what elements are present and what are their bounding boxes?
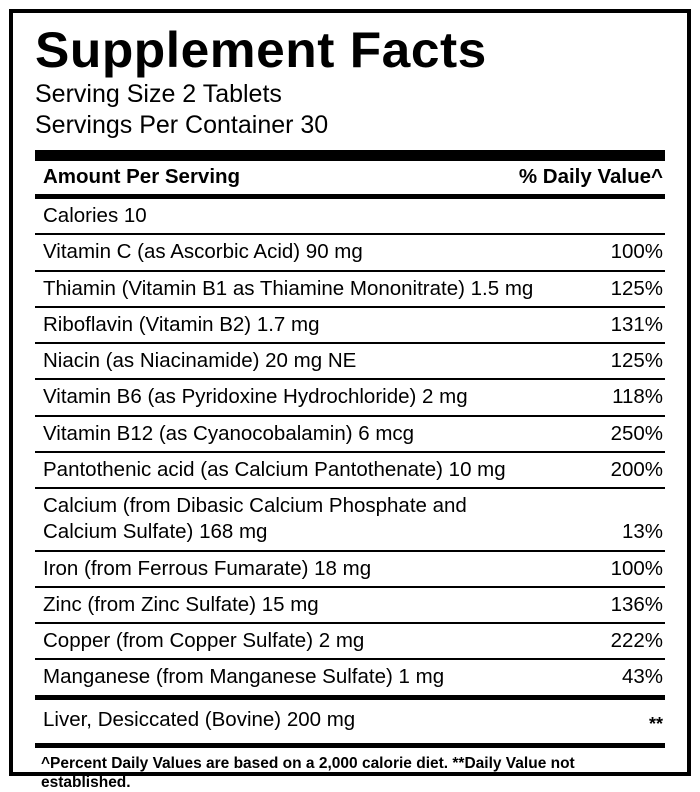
nutrient-name-line2: Calcium Sulfate) 168 mg	[43, 520, 268, 544]
nutrient-value: 125%	[610, 276, 663, 300]
table-row	[35, 235, 665, 269]
table-row	[35, 272, 665, 306]
page-title: Supplement Facts	[35, 22, 487, 78]
label-content	[35, 22, 665, 791]
table-row	[35, 308, 665, 342]
nutrient-value: 136%	[610, 592, 663, 616]
nutrient-value: 43%	[621, 665, 663, 689]
table-row	[35, 624, 665, 658]
table-row	[35, 588, 665, 622]
table-row	[35, 552, 665, 586]
nutrient-value: 250%	[610, 421, 663, 445]
amount-per-serving-header: Amount Per Serving	[43, 165, 241, 188]
nutrient-name: Vitamin B12 (as Cyanocobalamin) 6 mcg	[43, 421, 415, 445]
nutrient-name: Liver, Desiccated (Bovine) 200 mg	[43, 707, 356, 731]
nutrient-value: 200%	[610, 457, 663, 481]
nutrient-name: Vitamin C (as Ascorbic Acid) 90 mg	[43, 240, 363, 264]
nutrient-value: 100%	[610, 556, 663, 580]
table-header-row	[35, 161, 665, 194]
nutrient-name: Iron (from Ferrous Fumarate) 18 mg	[43, 556, 372, 580]
nutrient-name: Manganese (from Manganese Sulfate) 1 mg	[43, 665, 445, 689]
serving-size: Serving Size 2 Tablets	[35, 80, 282, 108]
nutrient-value: **	[648, 713, 663, 734]
footnote-text: ^Percent Daily Values are based on a 2,000 calorie diet. **Daily Value not established.	[41, 754, 575, 791]
divider-thick-top	[35, 150, 665, 161]
servings-per-container: Servings Per Container 30	[35, 110, 329, 139]
nutrient-name: Niacin (as Niacinamide) 20 mg NE	[43, 349, 357, 373]
table-row-other	[35, 700, 665, 743]
nutrient-name: Vitamin B6 (as Pyridoxine Hydrochloride) 2 mg	[43, 385, 468, 409]
nutrient-name: Thiamin (Vitamin B1 as Thiamine Mononitrate) 1.5 mg	[43, 276, 534, 300]
nutrient-name: Zinc (from Zinc Sulfate) 15 mg	[43, 592, 319, 616]
nutrient-value: 100%	[610, 240, 663, 264]
daily-value-header: % Daily Value^	[518, 165, 663, 188]
nutrient-name: Riboflavin (Vitamin B2) 1.7 mg	[43, 312, 320, 336]
label-border	[9, 9, 691, 791]
table-row	[35, 417, 665, 451]
nutrient-value: 222%	[610, 629, 663, 653]
nutrient-name: Pantothenic acid (as Calcium Pantothenate) 10 mg	[43, 457, 506, 481]
nutrient-name-line1: Calcium (from Dibasic Calcium Phosphate and	[43, 494, 467, 518]
table-row	[35, 453, 665, 487]
nutrient-name	[35, 493, 608, 545]
table-row	[35, 380, 665, 414]
nutrient-name: Calories 10	[43, 204, 147, 228]
nutrient-value: 118%	[612, 385, 663, 409]
table-row	[35, 199, 665, 233]
nutrient-value: 131%	[610, 312, 663, 336]
nutrient-name: Copper (from Copper Sulfate) 2 mg	[43, 629, 365, 653]
table-row	[35, 489, 665, 549]
table-row	[35, 344, 665, 378]
table-row	[35, 660, 665, 694]
nutrient-value: 125%	[610, 349, 663, 373]
nutrient-value: 13%	[621, 520, 663, 544]
